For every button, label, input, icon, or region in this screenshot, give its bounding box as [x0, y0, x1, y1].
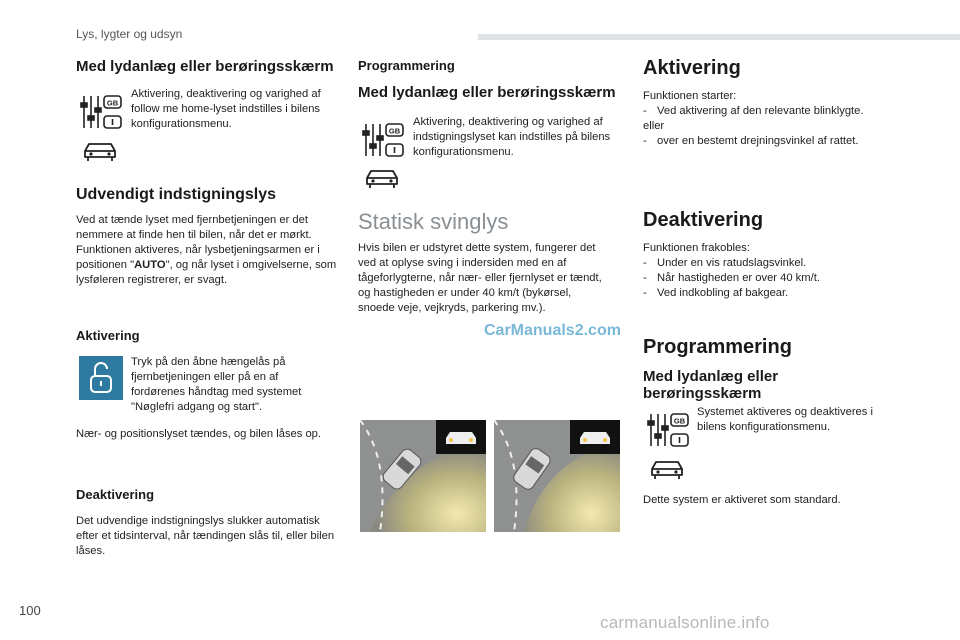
heading-static-cornering: Statisk svinglys [358, 209, 509, 234]
static-cornering-text: Hvis bilen er udstyret dette system, fungerer det ved at oplyse sving i indersiden med en af tågeforlygterne, når nær- eller fjernlyset er tændt, og hastigheden er under 40 km/t (bykørsel, snoede veje, vejkryds, parkering mv.). [358, 242, 602, 314]
lights-on-text: Nær- og positionslyset tændes, og bilen låses op. [76, 428, 322, 440]
deactivation-text: Det udvendige indstigningslys slukker automatisk efter et tidsinterval, når tændingen slås til, eller bilen låses. [76, 515, 335, 557]
auto-text-pre: Funktionen aktiveres, når lysbetjeningsarmen er i positionen " [76, 244, 320, 271]
svg-text:GB: GB [388, 126, 401, 136]
list-item: - Under en vis ratudslagsvinkel. [643, 257, 807, 269]
audio-settings-icon [362, 122, 406, 158]
activation-intro: Funktionen starter: [643, 90, 737, 102]
list-item: - Ved indkobling af bakgear. [643, 287, 789, 299]
list-item: - Når hastigheden er over 40 km/t. [643, 272, 820, 284]
open-padlock-icon [79, 356, 123, 400]
site-watermark: CarManuals2.com [484, 322, 621, 339]
activation-text: Tryk på den åbne hængelås på fjernbetjeningen eller på en af fordørenes håndtag med systemet "Nøglefri adgang og start". [131, 356, 302, 413]
car-icon [364, 166, 400, 190]
exterior-lights-text [76, 213, 340, 288]
heading-audio-touch-2: Med lydanlæg eller berøringsskærm [358, 84, 616, 101]
watermark: carmanualsonline.info [600, 613, 770, 632]
list-item: - over en bestemt drejningsvinkel af rattet. [643, 135, 859, 147]
auto-text-post: ", og når lyset i omgivelserne, som lysføleren registrerer, er svagt. [76, 259, 337, 286]
heading-programming-3: Programmering [643, 336, 792, 358]
heading-deactivation: Deaktivering [76, 487, 155, 502]
list-item: - Ved aktivering af den relevante blinklygte. [643, 105, 864, 117]
default-setting-text: Dette system er aktiveret som standard. [643, 494, 841, 506]
audio-settings-icon [647, 412, 691, 448]
heading-deactivation-3: Deaktivering [643, 209, 764, 231]
svg-text:GB: GB [106, 98, 119, 108]
system-settings-text: Systemet aktiveres og deaktiveres i bilens konfigurationsmenu. [697, 406, 873, 433]
courtesy-settings-text: Aktivering, deaktivering og varighed af indstigningslyset kan indstilles på bilens konfigurationsmenu. [413, 116, 611, 158]
heading-activation-3: Aktivering [643, 57, 741, 79]
heading-programming: Programmering [358, 58, 455, 73]
audio-settings-icon [80, 94, 124, 130]
list-item-or: eller [643, 120, 665, 132]
car-icon [82, 139, 118, 163]
auto-label: AUTO [134, 259, 166, 271]
header-bar [478, 34, 960, 40]
svg-text:GB: GB [673, 416, 686, 426]
heading-activation: Aktivering [76, 328, 140, 343]
deactivation-intro: Funktionen frakobles: [643, 242, 750, 254]
cornering-light-photo-right [494, 420, 620, 532]
activation-list [643, 104, 898, 149]
audio-settings-text: Aktivering, deaktivering og varighed af follow me home-lyset indstilles i bilens konfigurationsmenu. [131, 88, 321, 130]
heading-audio-touch: Med lydanlæg eller berøringsskærm [76, 58, 334, 75]
page-number: 100 [19, 603, 41, 618]
heading-audio-touch-3: Med lydanlæg eller berøringsskærm [643, 368, 779, 402]
deactivation-list [643, 256, 898, 301]
exterior-lights-paragraph-1: Ved at tænde lyset med fjernbetjeningen er det nemmere at finde hen til bilen, når det er mørkt. [76, 214, 312, 241]
car-icon [649, 457, 685, 481]
heading-exterior-lights: Udvendigt indstigningslys [76, 186, 277, 203]
section-title: Lys, lygter og udsyn [76, 27, 183, 41]
cornering-light-photo-left [360, 420, 486, 532]
exterior-lights-paragraph-2 [76, 243, 340, 288]
